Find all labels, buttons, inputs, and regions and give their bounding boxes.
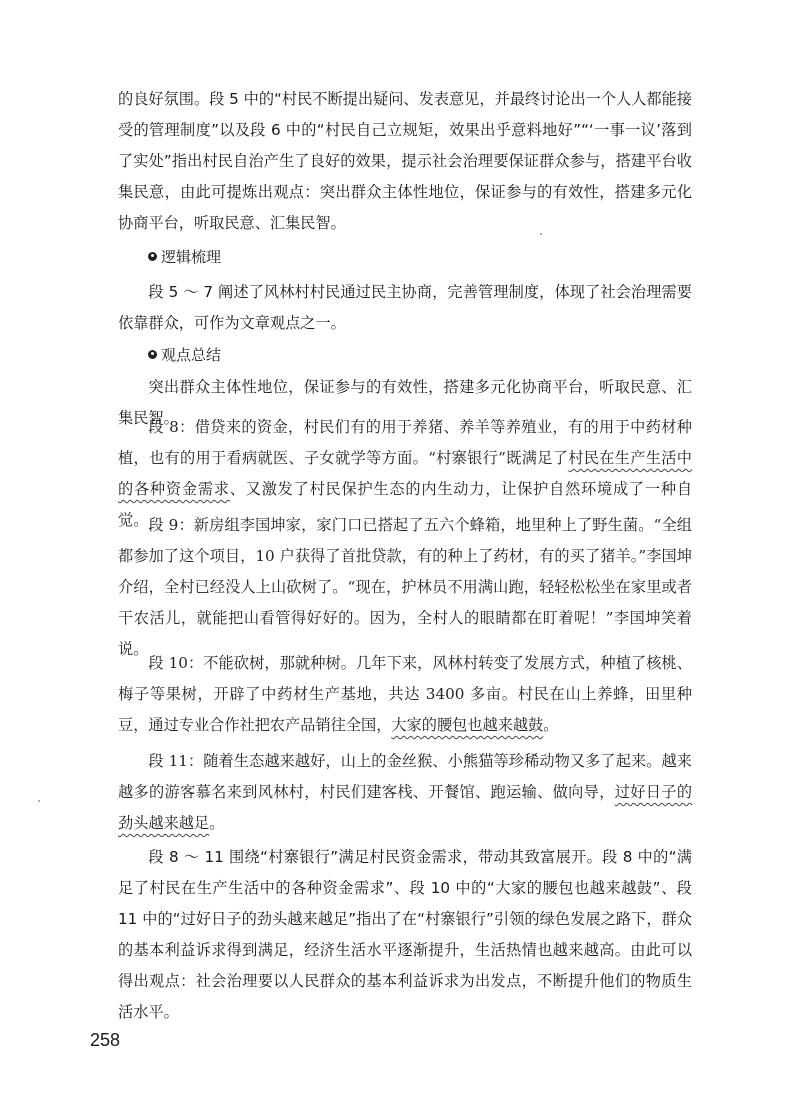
heading-label-logic: 逻辑梳理 (161, 248, 222, 266)
analysis-text-2: 段 8 ～ 11 围绕“村寨银行”满足村民资金需求，带动其致富展开。段 8 中的“满足了村民在生产生活中的各种资金需求”、段 10 中的“大家的腰包也越来越鼓”、段 11 中的“过好日子的劲头越来越足”指出了在“村寨银行”引领的绿色发展之路下，群众的基本利益诉求得到满足，经济生活水平逐渐提升，生活热情也越来越高。由此可以得出观点：社会治理要以人民群众的基本利益诉求为出发点，不断提升他们的物质生活水平。 (118, 848, 692, 1021)
page-number: 258 (90, 1030, 121, 1050)
source-text-10 (118, 648, 692, 741)
source-text-11-b: 。 (209, 814, 225, 832)
scan-speck (540, 233, 542, 235)
source-text-10-a: 段 10：不能砍树，那就种树。几年下来，风林村转变了发展方式，种植了核桃、梅子等果树，开辟了中药材生产基地，共达 3400 多亩。村民在山上养蜂，田里种豆，通过专业合作社把农产品销往全国， (118, 654, 692, 734)
underlined-phrase-funds: 村民在生产生活中的各种资金需求 (118, 449, 692, 498)
logic-text: 段 5 ～ 7 阐述了风林村村民通过民主协商，完善管理制度，体现了社会治理需要依靠群众，可作为文章观点之一。 (118, 283, 692, 332)
summary-text: 突出群众主体性地位，保证参与的有效性，搭建多元化协商平台，听取民意、汇集民智。 (118, 378, 692, 427)
source-text-10-b: 。 (543, 716, 559, 734)
logic-paragraph (118, 277, 692, 339)
section-heading-logic (148, 243, 221, 271)
analysis-paragraph-2 (118, 842, 692, 1028)
source-paragraph-10 (118, 648, 692, 741)
underlined-phrase-wallet: 大家的腰包也越来越鼓 (391, 716, 544, 734)
source-text-8-a: 段 8：借贷来的资金，村民们有的用于养猪、养羊等养殖业，有的用于中药材种植，也有的用于看病就医、子女就学等方面。“村寨银行”既满足了 (118, 418, 692, 467)
scan-speck (38, 800, 40, 802)
source-paragraph-9 (118, 510, 692, 665)
analysis-text-1: 的良好氛围。段 5 中的“村民不断提出疑问、发表意见，并最终讨论出一个人人都能接受的管理制度”以及段 6 中的“村民自己立规矩，效果出乎意料地好”“‘一事一议’落到了实处”指出村民自治产生了良好的效果，提示社会治理要保证群众参与，搭建平台收集民意，由此可提炼出观点：突出群众主体性地位，保证参与的有效性，搭建多元化协商平台，听取民意、汇集民智。 (118, 90, 692, 232)
source-text-11-a: 段 11：随着生态越来越好，山上的金丝猴、小熊猫等珍稀动物又多了起来。越来越多的游客慕名来到风林村，村民们建客栈、开餐馆、跑运输、做向导， (118, 752, 692, 801)
source-text-9: 段 9：新房组李国坤家，家门口已搭起了五六个蜂箱，地里种上了野生菌。“全组都参加了这个项目，10 户获得了首批贷款，有的种上了药材，有的买了猪羊。”李国坤介绍，全村已经没人上山砍树了。“现在，护林员不用满山跑，轻轻松松坐在家里或者干农活儿，就能把山看管得好好的。因为，全村人的眼睛都在盯着呢！”李国坤笑着说。 (118, 516, 692, 658)
bullet-icon (148, 350, 157, 359)
source-text-8-b: 、又激发了村民保护生态的内生动力，让保护自然环境成了一种自觉。 (118, 480, 693, 529)
bullet-icon (148, 252, 157, 261)
source-text-11 (118, 746, 692, 839)
underlined-phrase-enthusiasm: 过好日子的劲头越来越足 (118, 783, 693, 832)
source-paragraph-11 (118, 746, 692, 839)
analysis-paragraph-1 (118, 84, 692, 239)
section-heading-summary (148, 341, 221, 369)
heading-label-summary: 观点总结 (161, 346, 222, 364)
